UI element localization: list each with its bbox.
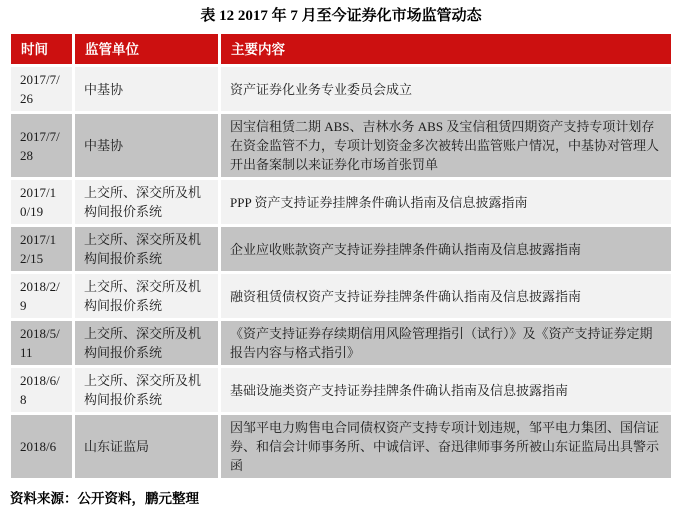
regulator-cell: 中基协 — [74, 66, 220, 113]
table-row — [10, 179, 673, 226]
regulation-table — [8, 31, 674, 481]
regulator-cell: 上交所、深交所及机构间报价系统 — [74, 226, 220, 273]
content-cell: 《资产支持证券存续期信用风险管理指引（试行）》及《资产支持证券定期报告内容与格式指引》 — [220, 320, 673, 367]
page-title: 表 12 2017 年 7 月至今证券化市场监管动态 — [200, 8, 482, 24]
date-cell: 2017/7/26 — [10, 66, 74, 113]
table-row — [10, 66, 673, 113]
content-cell: PPP 资产支持证券挂牌条件确认指南及信息披露指南 — [220, 179, 673, 226]
content-cell: 基础设施类资产支持证券挂牌条件确认指南及信息披露指南 — [220, 367, 673, 414]
date-cell: 2017/12/15 — [10, 226, 74, 273]
date-cell: 2017/7/28 — [10, 113, 74, 179]
regulator-cell: 上交所、深交所及机构间报价系统 — [74, 320, 220, 367]
date-cell: 2018/6 — [10, 414, 74, 480]
regulator-cell: 上交所、深交所及机构间报价系统 — [74, 179, 220, 226]
regulator-cell: 上交所、深交所及机构间报价系统 — [74, 273, 220, 320]
table-row — [10, 273, 673, 320]
column-header-time: 时间 — [10, 33, 74, 66]
regulator-cell: 上交所、深交所及机构间报价系统 — [74, 367, 220, 414]
content-cell: 因宝信租赁二期 ABS、吉林水务 ABS 及宝信租赁四期资产支持专项计划存在资金监管不力，专项计划资金多次被转出监管账户情况，中基协对管理人开出备案制以来证券化市场首张罚单 — [220, 113, 673, 179]
source-note: 资料来源：公开资料，鹏元整理 — [10, 491, 199, 506]
regulator-cell: 中基协 — [74, 113, 220, 179]
table-row — [10, 414, 673, 480]
column-header-regulator: 监管单位 — [74, 33, 220, 66]
date-cell: 2018/2/9 — [10, 273, 74, 320]
content-cell: 因邹平电力购售电合同债权资产支持专项计划违规，邹平电力集团、国信证券、和信会计师事务所、中诚信评、奋迅律师事务所被山东证监局出具警示函 — [220, 414, 673, 480]
date-cell: 2018/6/8 — [10, 367, 74, 414]
table-header-row — [10, 33, 673, 66]
content-cell: 资产证券化业务专业委员会成立 — [220, 66, 673, 113]
table-row — [10, 113, 673, 179]
table-row — [10, 320, 673, 367]
column-header-content: 主要内容 — [220, 33, 673, 66]
table-row — [10, 226, 673, 273]
content-cell: 企业应收账款资产支持证券挂牌条件确认指南及信息披露指南 — [220, 226, 673, 273]
content-cell: 融资租赁债权资产支持证券挂牌条件确认指南及信息披露指南 — [220, 273, 673, 320]
date-cell: 2018/5/11 — [10, 320, 74, 367]
date-cell: 2017/10/19 — [10, 179, 74, 226]
regulator-cell: 山东证监局 — [74, 414, 220, 480]
table-row — [10, 367, 673, 414]
